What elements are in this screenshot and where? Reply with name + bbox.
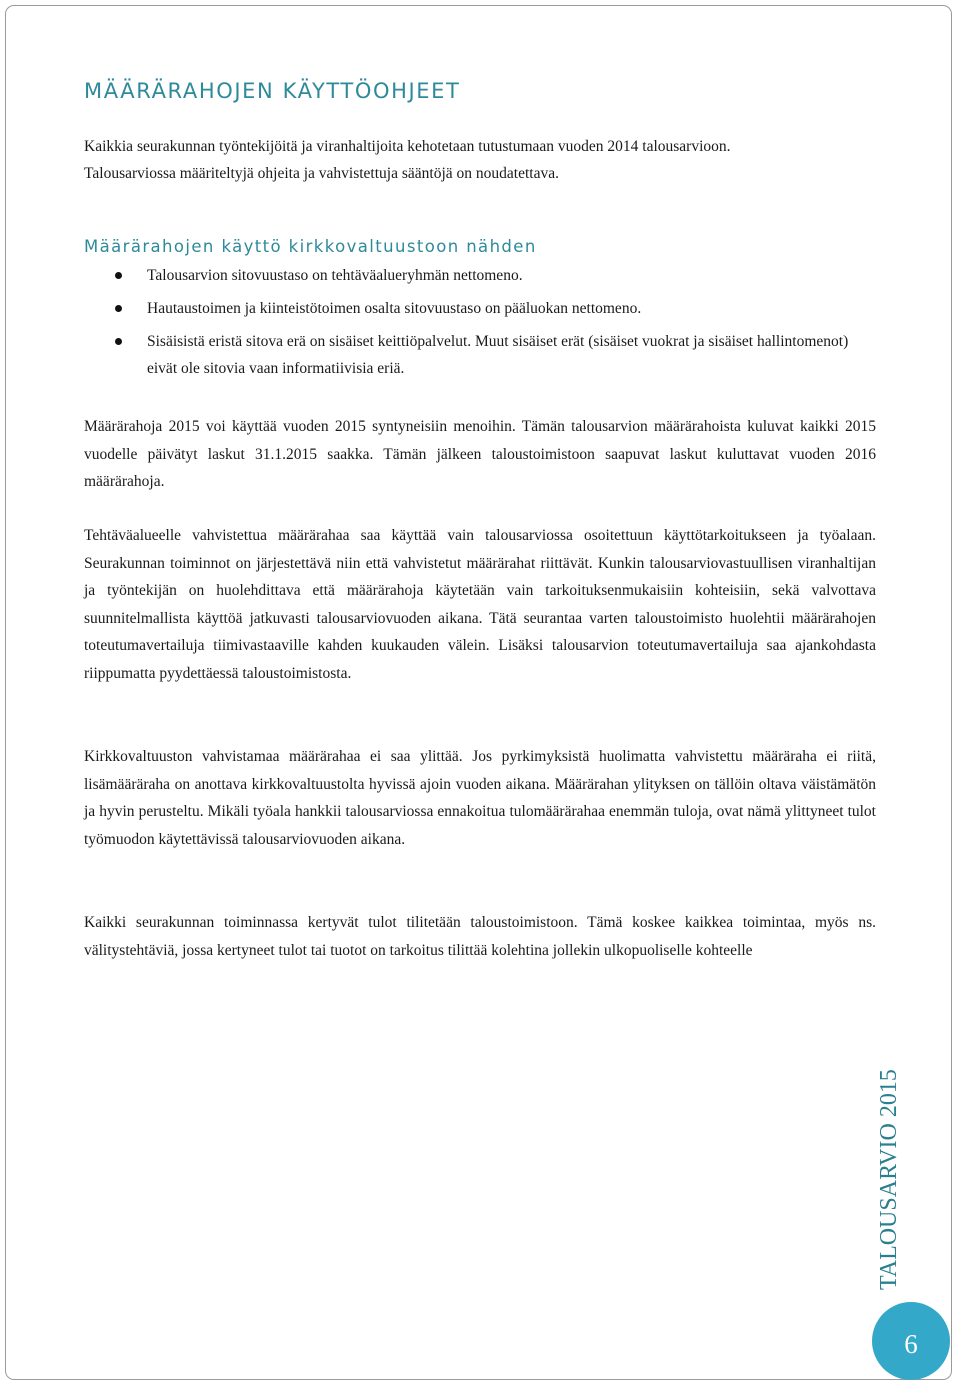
intro-text — [84, 133, 874, 187]
section-heading: Määrärahojen käyttö kirkkovaltuustoon nähden — [84, 237, 537, 256]
list-item — [84, 262, 876, 289]
list-item — [84, 328, 876, 382]
paragraph: Kirkkovaltuuston vahvistamaa määrärahaa ei saa ylittää. Jos pyrkimyksistä huolimatta vahvistettu määräraha ei riitä, lisämääräraha on anottava kirkkovaltuustolta hyvissä ajoin vuoden aikana. Määrärahan ylityksen on tällöin oltava väistämätön ja hyvin perusteltu. Mikäli työala hankkii talousarviossa ennakoitua tulomäärärahaa enemmän tuloja, ovat nämä ylittyneet tulot työmuodon käytettävissä talousarviovuoden aikana. — [84, 748, 876, 848]
paragraph: Määrärahoja 2015 voi käyttää vuoden 2015 syntyneisiin menoihin. Tämän talousarvion määrärahoista kuluvat kaikki 2015 vuodelle päivätyt laskut 31.1.2015 saakka. Tämän jälkeen taloustoimistoon saapuvat laskut kuluttavat vuoden 2016 määrärahoja. — [84, 418, 876, 491]
paragraph: Kaikki seurakunnan toiminnassa kertyvät tulot tilitetään taloustoimistoon. Tämä koskee kaikkea toimintaa, myös ns. välitystehtäviä, jossa kertyneet tulot tai tuotot on tarkoitus tilittää kolehtina jollekin ulkopuoliselle kohteelle — [84, 914, 876, 959]
intro-line: Talousarviossa määriteltyjä ohjeita ja vahvistettuja sääntöjä on noudatettava. — [84, 165, 559, 182]
bullet-icon — [115, 305, 122, 312]
bullet-list — [84, 262, 876, 388]
page-title: MÄÄRÄRAHOJEN KÄYTTÖOHJEET — [84, 79, 461, 103]
list-item-text: Sisäisistä eristä sitova erä on sisäiset keittiöpalvelut. Muut sisäiset erät (sisäiset vuokrat ja sisäiset hallintomenot) eivät ole sitovia vaan informatiivisia eriä. — [147, 333, 849, 377]
bullet-icon — [115, 338, 122, 345]
page-number: 6 — [904, 1328, 918, 1359]
page-number-badge — [872, 1302, 950, 1380]
bullet-icon — [115, 272, 122, 279]
list-item — [84, 295, 876, 322]
page-frame — [5, 5, 952, 1380]
intro-line: Kaikkia seurakunnan työntekijöitä ja viranhaltijoita kehotetaan tutustumaan vuoden 2014 talousarvioon. — [84, 138, 731, 155]
list-item-text: Talousarvion sitovuustaso on tehtäväalueryhmän nettomeno. — [147, 267, 523, 284]
list-item-text: Hautaustoimen ja kiinteistötoimen osalta sitovuustaso on pääluokan nettomeno. — [147, 300, 642, 317]
side-label: TALOUSARVIO 2015 — [876, 1069, 902, 1290]
paragraph: Tehtäväalueelle vahvistettua määrärahaa saa käyttää vain talousarviossa osoitettuun käyttötarkoitukseen ja työalaan. Seurakunnan toiminnot on järjestettävä niin että vahvistetut määrärahat riittävät. Kunkin talousarviovastuullisen viranhaltijan ja työntekijän on huolehdittava että määrärahoja käytetään vain tarkoituksenmukaisiin kohteisiin, sekä valvottava suunnitelmallista käyttöä jatkuvasti talousarviovuoden aikana. Tätä seurantaa varten taloustoimisto huolehtii määrärahojen toteutumavertailuja tiimivastaaville kahden kuukauden välein. Lisäksi talousarvion toteutumavertailuja saa ajankohdasta riippumatta pyydettäessä taloustoimistosta. — [84, 527, 876, 682]
